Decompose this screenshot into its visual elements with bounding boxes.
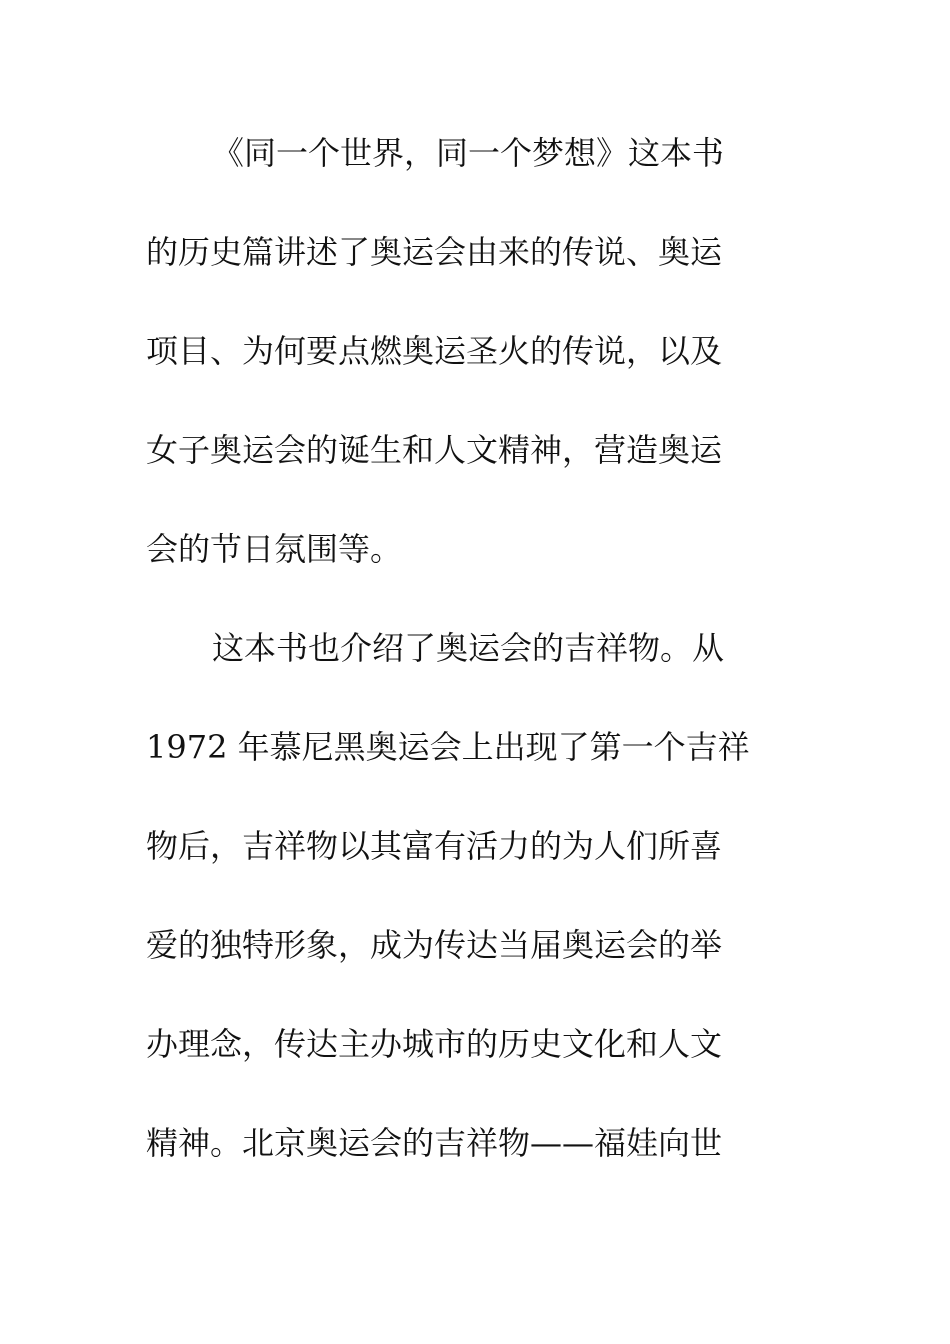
paragraph-1-line-5: 会的节日氛围等。 bbox=[146, 530, 403, 568]
paragraph-2-line-6: 精神。北京奥运会的吉祥物——福娃向世 bbox=[146, 1124, 723, 1162]
paragraph-2-line-3: 物后，吉祥物以其富有活力的为人们所喜 bbox=[146, 827, 723, 865]
paragraph-1-line-3: 项目、为何要点燃奥运圣火的传说，以及 bbox=[146, 332, 723, 370]
document-body bbox=[146, 121, 786, 1210]
paragraph-2-line-5: 办理念，传达主办城市的历史文化和人文 bbox=[146, 1025, 723, 1063]
paragraph-1-line-4: 女子奥运会的诞生和人文精神，营造奥运 bbox=[146, 431, 723, 469]
paragraph-2-line-1: 这本书也介绍了奥运会的吉祥物。从 bbox=[212, 629, 725, 667]
paragraph-2-line-2: 1972 年慕尼黑奥运会上出现了第一个吉祥 bbox=[146, 728, 750, 766]
paragraph-1-line-2: 的历史篇讲述了奥运会由来的传说、奥运 bbox=[146, 233, 723, 271]
paragraph-1-line-1: 《同一个世界，同一个梦想》这本书 bbox=[212, 134, 725, 172]
paragraph-2-line-4: 爱的独特形象，成为传达当届奥运会的举 bbox=[146, 926, 723, 964]
